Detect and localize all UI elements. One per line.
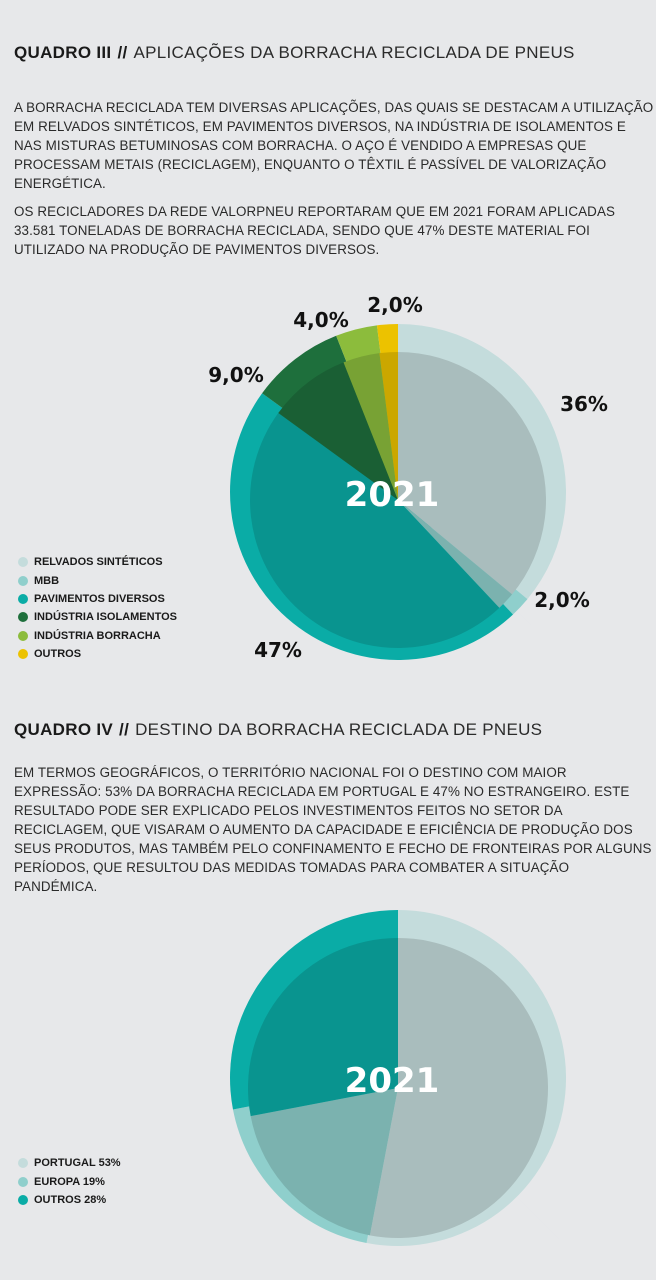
quadro3-paragraph-1: A BORRACHA RECICLADA TEM DIVERSAS APLICAÇÕES, DAS QUAIS SE DESTACAM A UTILIZAÇÃO EM RELVADOS SINTÉTICOS, EM PAVIMENTOS DIVERSOS, NA INDÚSTRIA DE ISOLAMENTOS E NAS MISTURAS BETUMINOSAS COM BORRACHA. O AÇO É VENDIDO A EMPRESAS QUE PROCESSAM METAIS (RECICLAGEM), ENQUANTO O TÊXTIL É PASSÍVEL DE VALORIZAÇÃO ENERGÉTICA. — [14, 100, 654, 191]
chart1-legend-item-pavimentos-diversos — [18, 590, 177, 608]
chart1-center-title: 2021 — [344, 475, 440, 515]
chart1-label-outros: 2,0% — [367, 293, 423, 317]
chart1-legend-item-industria-isolamentos — [18, 608, 177, 626]
legend-aplicacoes — [18, 553, 177, 663]
chart1-label-mbb: 2,0% — [534, 588, 590, 612]
legend-destino — [18, 1154, 121, 1209]
pie-chart-destino — [0, 890, 656, 1280]
chart1-label-pavimentos-diversos: 47% — [254, 638, 302, 662]
chart2-legend-label: EUROPA 19% — [34, 1175, 105, 1188]
quadro3-separator: // — [117, 43, 128, 62]
chart1-legend-item-industria-borracha — [18, 627, 177, 645]
quadro3-paragraph-2: OS RECICLADORES DA REDE VALORPNEU REPORTARAM QUE EM 2021 FORAM APLICADAS 33.581 TONELADAS DE BORRACHA RECICLADA, SENDO QUE 47% DESTE MATERIAL FOI UTILIZADO NA PRODUÇÃO DE PAVIMENTOS DIVERSOS. — [14, 204, 616, 257]
chart2-legend-swatch — [18, 1158, 28, 1168]
chart2-legend-item-outros — [18, 1191, 121, 1209]
chart2-legend-label: PORTUGAL 53% — [34, 1157, 121, 1170]
chart1-legend-swatch — [18, 576, 28, 586]
chart1-legend-swatch — [18, 649, 28, 659]
chart2-legend-swatch — [18, 1195, 28, 1205]
quadro4-separator: // — [119, 720, 130, 739]
chart1-label-industria-isolamentos: 9,0% — [208, 363, 264, 387]
chart1-legend-label: RELVADOS SINTÉTICOS — [34, 556, 163, 569]
chart2-legend-label: OUTROS 28% — [34, 1193, 107, 1206]
chart1-label-relvados-sinteticos: 36% — [560, 392, 608, 416]
quadro4-paragraph-1: EM TERMOS GEOGRÁFICOS, O TERRITÓRIO NACIONAL FOI O DESTINO COM MAIOR EXPRESSÃO: 53% DA BORRACHA RECICLADA EM PORTUGAL E 47% NO ESTRANGEIRO. ESTE RESULTADO PODE SER EXPLICADO PELOS INVESTIMENTOS FEITOS NO SETOR DA RECICLAGEM, QUE VISARAM O AUMENTO DA CAPACIDADE E EFICIÊNCIA DE PRODUÇÃO DOS SEUS PRODUTOS, MAS TAMBÉM PELO CONFINAMENTO E FECHO DE FRONTEIRAS POR ALGUNS PERÍODOS, QUE RESULTOU DAS MEDIDAS TOMADAS PARA COMBATER A SITUAÇÃO PANDÉMICA. — [14, 765, 652, 894]
quadro3-title: APLICAÇÕES DA BORRACHA RECICLADA DE PNEUS — [133, 43, 575, 62]
chart1-legend-label: INDÚSTRIA ISOLAMENTOS — [34, 611, 178, 624]
chart1-label-industria-borracha: 4,0% — [293, 308, 349, 332]
chart1-legend-label: OUTROS — [34, 648, 82, 661]
quadro4-title: DESTINO DA BORRACHA RECICLADA DE PNEUS — [135, 720, 543, 739]
chart1-legend-label: INDÚSTRIA BORRACHA — [34, 629, 161, 642]
chart2-legend-swatch — [18, 1177, 28, 1187]
chart1-legend-item-outros — [18, 645, 177, 663]
chart1-legend-label: MBB — [34, 574, 60, 587]
chart2-center-title: 2021 — [344, 1061, 440, 1101]
quadro3-code: QUADRO III — [14, 43, 112, 62]
section-title-quadro3 — [14, 43, 575, 63]
chart1-legend-label: PAVIMENTOS DIVERSOS — [34, 592, 165, 605]
chart1-legend-swatch — [18, 557, 28, 567]
section-title-quadro4 — [14, 720, 542, 740]
chart1-legend-item-relvados-sinteticos — [18, 553, 177, 571]
chart1-legend-swatch — [18, 631, 28, 641]
chart2-legend-item-portugal — [18, 1154, 121, 1172]
chart1-legend-swatch — [18, 594, 28, 604]
quadro4-code: QUADRO IV — [14, 720, 114, 739]
chart1-legend-swatch — [18, 612, 28, 622]
chart2-legend-item-europa — [18, 1172, 121, 1190]
chart1-legend-item-mbb — [18, 571, 177, 589]
